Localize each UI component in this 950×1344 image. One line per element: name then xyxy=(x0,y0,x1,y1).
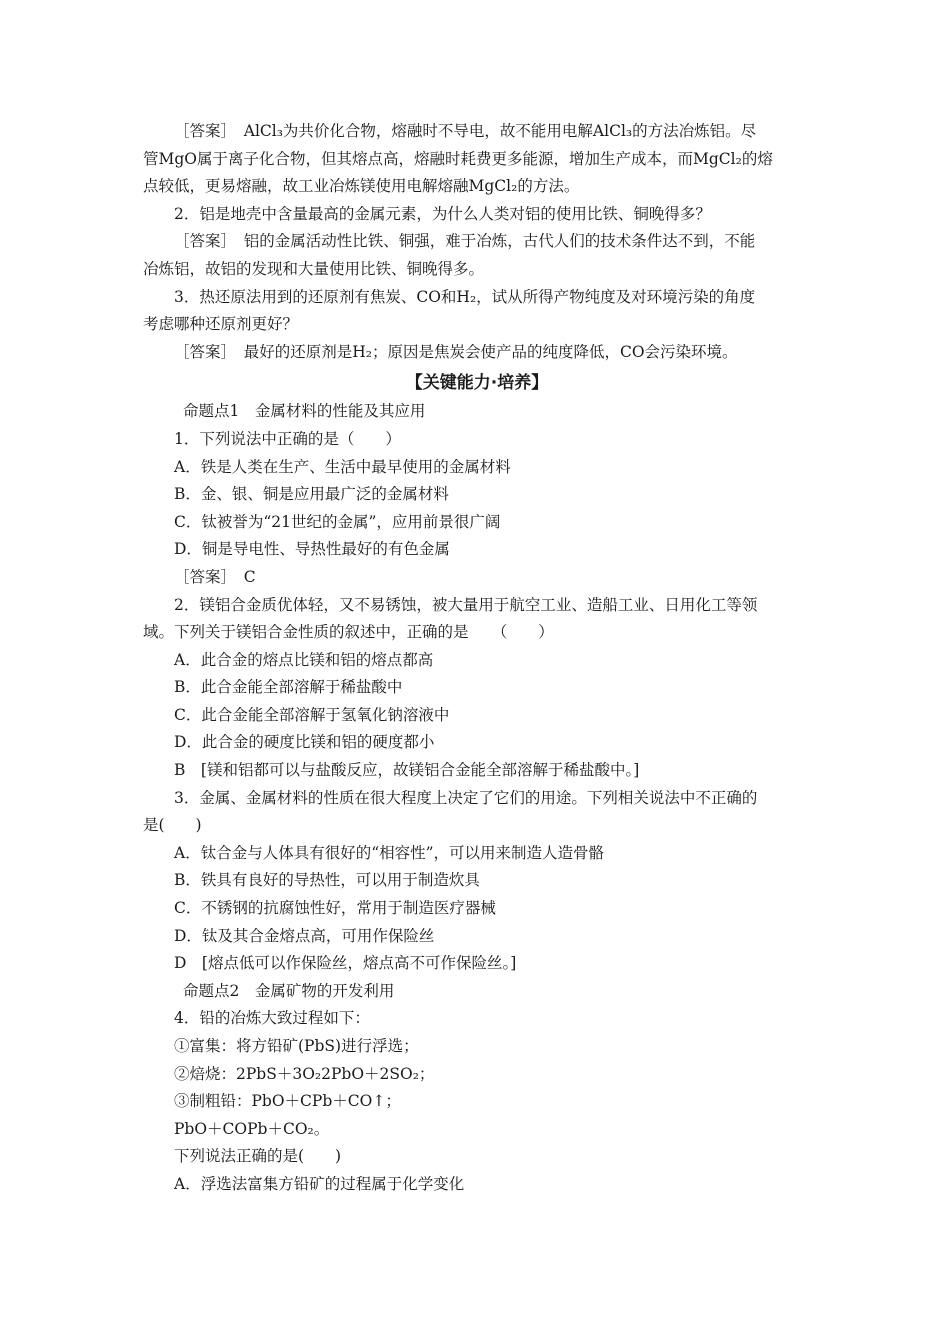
answer-2-line-1: ［答案］ 铝的金属活动性比铁、铜强，难于冶炼，古代人们的技术条件达不到，不能 xyxy=(174,232,756,251)
p1-q3-option-d: D．钛及其合金熔点高，可用作保险丝 xyxy=(174,926,435,945)
answer-2-line-2: 冶炼铝，故铝的发现和大量使用比铁、铜晚得多。 xyxy=(143,259,485,278)
p1-q3-option-b: B．铁具有良好的导热性，可以用于制造炊具 xyxy=(174,871,480,890)
p1-q1-option-b: B．金、银、铜是应用最广泛的金属材料 xyxy=(174,485,449,504)
question-2: 2．铝是地壳中含量最高的金属元素，为什么人类对铝的使用比铁、铜晚得多？ xyxy=(174,204,711,223)
question-3-line-2: 考虑哪种还原剂更好？ xyxy=(143,315,299,334)
p1-q1-answer: ［答案］ C xyxy=(174,567,256,586)
p2-step-1: ①富集：将方铅矿(PbS)进行浮选； xyxy=(174,1037,419,1055)
p1-q2-option-c: C．此合金能全部溶解于氢氧化钠溶液中 xyxy=(174,705,450,724)
answer-1-line-3: 点较低，更易熔融，故工业冶炼镁使用电解熔融MgCl₂的方法。 xyxy=(143,177,580,196)
p2-question-4: 4．铅的冶炼大致过程如下： xyxy=(174,1009,370,1028)
p1-q3-option-c: C．不锈钢的抗腐蚀性好，常用于制造医疗器械 xyxy=(174,899,496,918)
p1-q2-option-b: B．此合金能全部溶解于稀盐酸中 xyxy=(174,678,403,697)
p2-question-prompt: 下列说法正确的是( ) xyxy=(174,1147,342,1166)
p2-step-2: ②焙烧：2PbS＋3O₂2PbO＋2SO₂； xyxy=(174,1064,435,1083)
p1-question-3-line-2: 是( ) xyxy=(143,816,202,835)
p1-q2-option-a: A．此合金的熔点比镁和铝的熔点都高 xyxy=(174,650,434,669)
p1-q2-option-d: D．此合金的硬度比镁和铝的硬度都小 xyxy=(174,733,435,752)
answer-3: ［答案］ 最好的还原剂是H₂；原因是焦炭会使产品的纯度降低，CO会污染环境。 xyxy=(174,342,738,361)
p1-question-3-line-1: 3．金属、金属材料的性质在很大程度上决定了它们的用途。下列相关说法中不正确的 xyxy=(174,788,758,807)
p1-q1-option-c: C．钛被誉为“21世纪的金属”，应用前景很广阔 xyxy=(174,512,501,531)
p1-q1-option-d: D．铜是导电性、导热性最好的有色金属 xyxy=(174,540,450,559)
answer-1-line-1: ［答案］ AlCl₃为共价化合物，熔融时不导电，故不能用电解AlCl₃的方法冶炼铝。尽 xyxy=(174,122,757,140)
p2-step-3: ③制粗铅：PbO＋CPb＋CO↑； xyxy=(174,1092,401,1111)
question-3-line-1: 3．热还原法用到的还原剂有焦炭、CO和H₂，试从所得产物纯度及对环境污染的角度 xyxy=(174,287,756,306)
topic-point-1: 命题点1 金属材料的性能及其应用 xyxy=(183,402,426,421)
document-page xyxy=(143,118,811,1199)
answer-1-line-2: 管MgO属于离子化合物，但其熔点高，熔融时耗费更多能源，增加生产成本，而MgCl₂的熔 xyxy=(143,149,773,168)
p1-q3-option-a: A．钛合金与人体具有很好的“相容性”，可以用来制造人造骨骼 xyxy=(174,843,605,862)
p1-question-2-line-2: 域。下列关于镁铝合金性质的叙述中，正确的是 （ ） xyxy=(143,623,554,642)
p1-question-1: 1．下列说法中正确的是（ ） xyxy=(174,429,401,448)
p1-q2-answer: B [镁和铝都可以与盐酸反应，故镁铝合金能全部溶解于稀盐酸中。] xyxy=(174,761,640,780)
p1-q3-answer: D [熔点低可以作保险丝，熔点高不可作保险丝。] xyxy=(174,954,517,973)
section-heading: 【关键能力·培养】 xyxy=(405,373,549,394)
p1-q1-option-a: A．铁是人类在生产、生活中最早使用的金属材料 xyxy=(174,457,511,476)
p1-question-2-line-1: 2．镁铝合金质优体轻，又不易锈蚀，被大量用于航空工业、造船工业、日用化工等领 xyxy=(174,595,758,614)
topic-point-2: 命题点2 金属矿物的开发利用 xyxy=(183,981,395,1000)
p2-step-3-continued: PbO＋COPb＋CO₂。 xyxy=(174,1119,330,1138)
p2-option-a: A．浮选法富集方铅矿的过程属于化学变化 xyxy=(174,1174,465,1193)
